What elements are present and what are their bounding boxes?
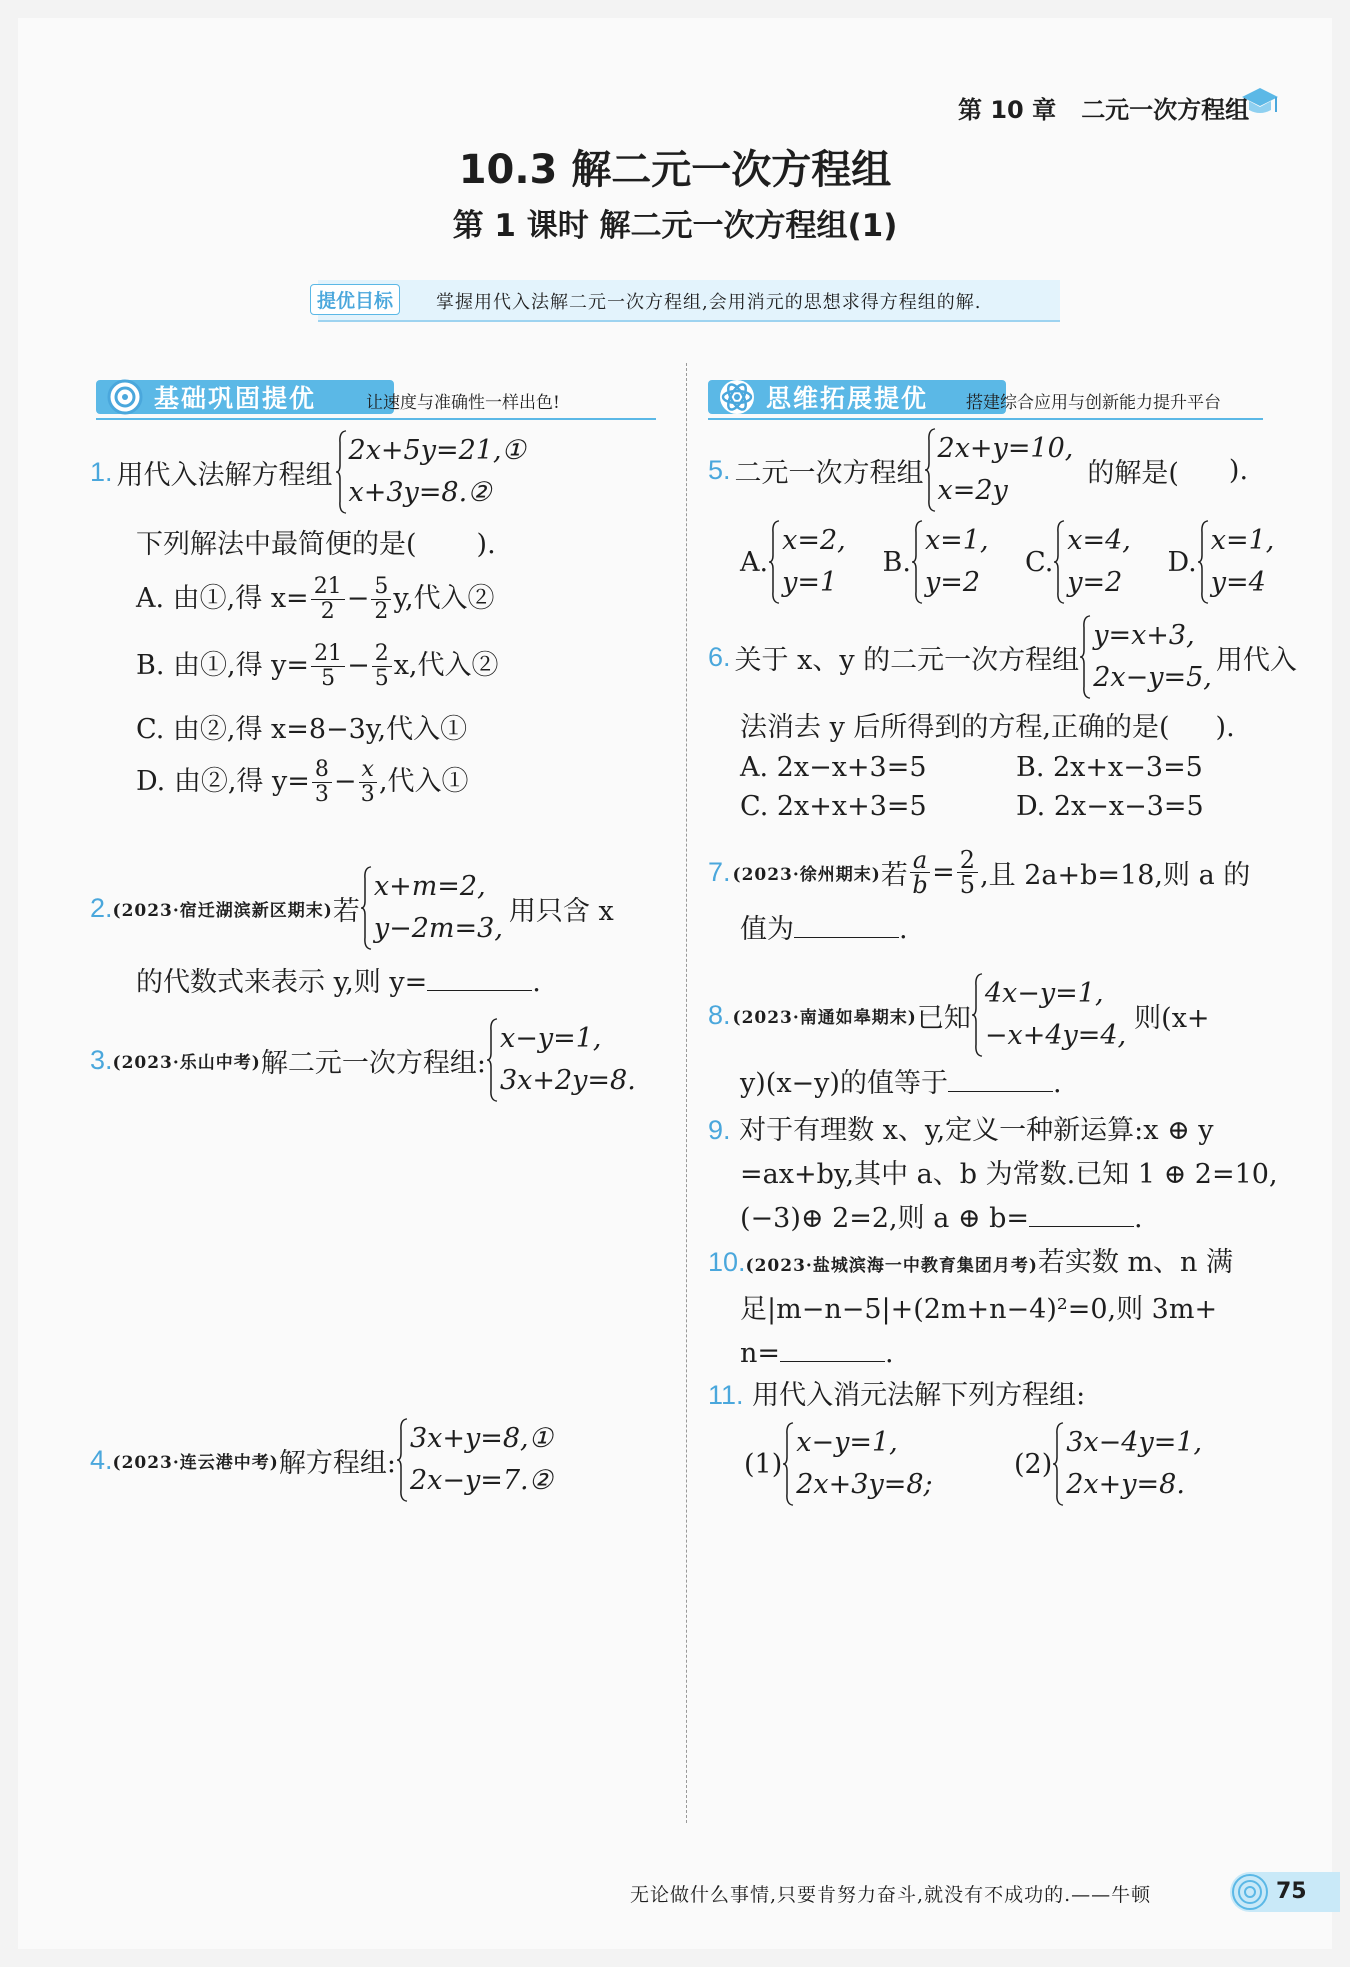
question-source: (2023·乐山中考) bbox=[112, 1052, 261, 1073]
question-number: 5. bbox=[708, 454, 731, 485]
lesson-title: 第 1 课时 解二元一次方程组(1) bbox=[452, 208, 898, 244]
question-11 bbox=[708, 1373, 1308, 1506]
question-text: 用代入消元法解下列方程组: bbox=[752, 1380, 1086, 1411]
question-number: 10. bbox=[708, 1247, 746, 1277]
paren-close: ). bbox=[476, 529, 496, 560]
question-number: 9. bbox=[708, 1115, 731, 1145]
question-prompt: y)(x−y)的值等于 bbox=[740, 1068, 948, 1099]
question-text-tail: 用只含 x bbox=[508, 895, 614, 927]
option-d: D. 2x−x−3=5 bbox=[1016, 791, 1204, 822]
question-2: 2. (2023·宿迁湖滨新区期末) 若 x+m=2, y−2m=3, 用只含 x 的代数式来表示 y,则 y= . bbox=[90, 866, 690, 999]
question-prompt: 值为 bbox=[740, 914, 794, 945]
equation-system: x−y=1, 3x+2y=8. bbox=[486, 1018, 636, 1102]
question-text: 对于有理数 x、y,定义一种新运算:x ⊕ y bbox=[739, 1115, 1214, 1146]
question-prompt: 的代数式来表示 y,则 y= bbox=[136, 967, 428, 998]
left-banner-title: 基础巩固提优 bbox=[96, 380, 394, 414]
footer-quote: 无论做什么事情,只要肯努力奋斗,就没有不成功的.——牛顿 bbox=[630, 1884, 1152, 1906]
question-number: 8. bbox=[708, 999, 731, 1030]
right-banner-title: 思维拓展提优 bbox=[708, 380, 1006, 414]
question-source: (2023·宿迁湖滨新区期末) bbox=[112, 900, 333, 921]
chapter-title: 二元一次方程组 bbox=[1081, 96, 1250, 124]
answer-blank bbox=[794, 913, 899, 938]
question-text: 若 bbox=[332, 895, 360, 927]
answer-blank bbox=[780, 1337, 885, 1362]
question-9: 9. 对于有理数 x、y,定义一种新运算:x ⊕ y =ax+by,其中 a、b 为常数.已知 1 ⊕ 2=10, (−3)⊕ 2=2,则 a ⊕ b= . bbox=[708, 1115, 1278, 1234]
target-icon bbox=[106, 378, 144, 416]
swirl-icon bbox=[1230, 1872, 1272, 1912]
question-text: 解二元一次方程组: bbox=[260, 1047, 486, 1079]
option-c: C. 2x+x+3=5 bbox=[740, 791, 927, 822]
option-d: D. 由②,得 y= $\frac{8}{3}$ − $\frac{x}{3}$ ,代入① bbox=[136, 757, 469, 807]
equation-system: 4x−y=1, −x+4y=4, bbox=[971, 973, 1126, 1057]
question-source: (2023·徐州期末) bbox=[732, 865, 881, 885]
answer-blank bbox=[1029, 1202, 1134, 1227]
chapter-header bbox=[958, 90, 1249, 125]
question-text: 用代入法解方程组 bbox=[116, 459, 333, 491]
left-banner-subtitle: 让速度与准确性一样出色! bbox=[366, 393, 560, 413]
equation-system bbox=[335, 430, 526, 514]
question-number: 1. bbox=[90, 456, 113, 487]
page-number: 75 bbox=[1276, 1879, 1307, 1904]
question-text: 关于 x、y 的二元一次方程组 bbox=[734, 644, 1080, 676]
question-number: 4. bbox=[90, 1444, 113, 1475]
question-6: 6. 关于 x、y 的二元一次方程组 y=x+3, 2x−y=5, 用代入 法消去 y 后所得到的方程,正确的是( ). A. 2x−x+3=5 B. 2x+x−3=5 C. 2x+x+3=5 D. 2x−x−3=5 bbox=[708, 615, 1308, 822]
option-b: B. 由①,得 y= $\frac{21}{5}$ − $\frac{2}{5}$ x,代入② bbox=[136, 641, 499, 691]
question-text: 解方程组: bbox=[278, 1447, 396, 1479]
worksheet-page bbox=[18, 18, 1332, 1949]
question-3 bbox=[90, 1018, 690, 1102]
right-banner bbox=[708, 378, 1263, 420]
question-7: 7. (2023·徐州期末) 若 $\frac{a}{b}$ = $\frac{2}{5}$ ,且 2a+b=18,则 a 的 值为 . bbox=[708, 846, 1251, 945]
goal-bar bbox=[318, 280, 1060, 322]
equation-2: x+3y=8.② bbox=[348, 477, 492, 508]
question-number: 7. bbox=[708, 857, 731, 887]
question-prompt: 下列解法中最简便的是( bbox=[136, 529, 417, 560]
graduation-cap-icon bbox=[1240, 84, 1280, 120]
question-number: 3. bbox=[90, 1044, 113, 1075]
option-c: C. x=4, y=2 bbox=[1025, 520, 1156, 604]
q5-options bbox=[740, 520, 1298, 604]
question-8: 8. (2023·南通如皋期末) 已知 4x−y=1, −x+4y=4, 则(x+ y)(x−y)的值等于 . bbox=[708, 973, 1308, 1100]
section-title: 10.3 解二元一次方程组 bbox=[458, 147, 892, 193]
question-4 bbox=[90, 1418, 690, 1502]
option-a: A. 2x−x+3=5 bbox=[740, 752, 927, 783]
option-a: A. 由①,得 x= $\frac{21}{2}$ − $\frac{5}{2}$ y,代入② bbox=[136, 574, 495, 624]
equation-system: x+m=2, y−2m=3, bbox=[360, 866, 503, 950]
equation-system: 3x+y=8,① 2x−y=7.② bbox=[396, 1418, 553, 1502]
equation-system: 2x+y=10, x=2y bbox=[924, 428, 1074, 512]
subproblem-1: (1) x−y=1, 2x+3y=8; bbox=[744, 1422, 1014, 1506]
question-source: (2023·连云港中考) bbox=[112, 1452, 279, 1473]
question-prompt: 法消去 y 后所得到的方程,正确的是( bbox=[740, 712, 1170, 743]
equation-1: 2x+5y=21,① bbox=[348, 435, 526, 466]
question-source: (2023·南通如皋期末) bbox=[732, 1007, 917, 1028]
option-d: D. x=1, y=4 bbox=[1168, 520, 1299, 604]
left-banner bbox=[96, 378, 656, 420]
option-b: B. x=1, y=2 bbox=[883, 520, 1014, 604]
answer-blank bbox=[427, 966, 532, 991]
option-b: B. 2x+x−3=5 bbox=[1016, 752, 1203, 783]
goal-text: 掌握用代入法解二元一次方程组,会用消元的思想求得方程组的解. bbox=[436, 292, 982, 313]
equation-system: y=x+3, 2x−y=5, bbox=[1079, 615, 1212, 699]
page-number-tab bbox=[1230, 1872, 1340, 1912]
subproblem-2: (2) 3x−4y=1, 2x+y=8. bbox=[1014, 1422, 1202, 1506]
chapter-number: 第 10 章 bbox=[958, 96, 1057, 124]
question-10: 10.(2023·盐城滨海一中教育集团月考)若实数 m、n 满 足|m−n−5|+(2m+n−4)²=0,则 3m+ n= . bbox=[708, 1247, 1234, 1369]
right-banner-subtitle: 搭建综合应用与创新能力提升平台 bbox=[966, 393, 1221, 413]
option-a: A. x=2, y=1 bbox=[740, 520, 871, 604]
option-c: C. 由②,得 x=8−3y,代入① bbox=[136, 714, 468, 745]
question-number: 11. bbox=[708, 1380, 744, 1410]
question-text: 二元一次方程组 bbox=[734, 457, 924, 489]
atom-icon bbox=[718, 378, 756, 416]
answer-blank bbox=[948, 1067, 1053, 1092]
question-1 bbox=[90, 430, 680, 807]
question-number: 6. bbox=[708, 641, 731, 672]
question-number: 2. bbox=[90, 892, 113, 923]
question-5: 5. 二元一次方程组 2x+y=10, x=2y 的解是( ). A. x=2, y=1 B. x=1, y=2 C. x=4, y=2 D. x=1, y=4 bbox=[708, 428, 1298, 604]
question-source: (2023·盐城滨海一中教育集团月考) bbox=[745, 1256, 1038, 1276]
goal-label: 提优目标 bbox=[310, 284, 400, 315]
question-text-tail: 的解是( bbox=[1087, 457, 1179, 489]
